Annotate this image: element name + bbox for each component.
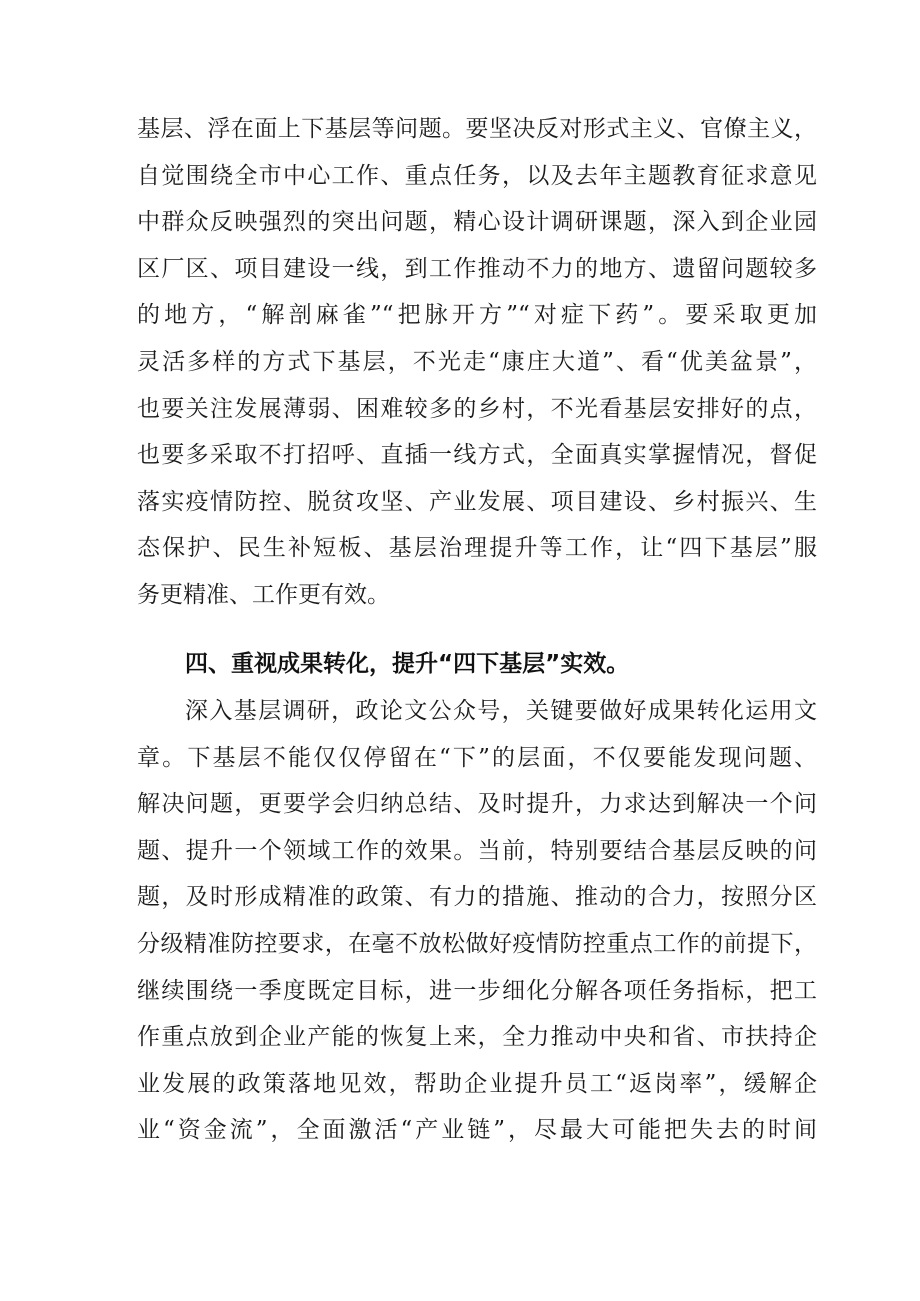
- paragraph-line: 务更精准、工作更有效。: [137, 581, 390, 608]
- paragraph-line: 分级精准防控要求，在毫不放松做好疫情防控重点工作的前提下，: [137, 930, 817, 957]
- paragraph-section-four: [137, 688, 817, 1154]
- paragraph-line: 落实疫情防控、脱贫攻坚、产业发展、项目建设、乡村振兴、生: [137, 488, 817, 515]
- section-heading: 四、重视成果转化，提升“四下基层”实效。: [185, 651, 630, 677]
- paragraph-line: 业“资金流”，全面激活“产业链”，尽最大可能把失去的时间: [137, 1117, 817, 1144]
- paragraph-line: 题、提升一个领域工作的效果。当前，特别要结合基层反映的问: [137, 837, 817, 864]
- paragraph-line: 态保护、民生补短板、基层治理提升等工作，让“四下基层”服: [137, 535, 817, 562]
- paragraph-line: 灵活多样的方式下基层，不光走“康庄大道”、看“优美盆景”，: [137, 348, 817, 375]
- paragraph-line: 题，及时形成精准的政策、有力的措施、推动的合力，按照分区: [137, 884, 817, 911]
- paragraph-line: 也要关注发展薄弱、困难较多的乡村，不光看基层安排好的点，: [137, 395, 817, 422]
- paragraph-line: 章。下基层不能仅仅停留在“下”的层面，不仅要能发现问题、: [137, 744, 817, 771]
- section-heading-block: [137, 641, 817, 688]
- paragraph-line: 深入基层调研，政论文公众号，关键要做好成果转化运用文: [185, 698, 817, 724]
- paragraph-continued: [137, 106, 817, 619]
- paragraph-line: 继续围绕一季度既定目标，进一步细化分解各项任务指标，把工: [137, 977, 817, 1004]
- paragraph-line: 的地方，“解剖麻雀”“把脉开方”“对症下药”。要采取更加: [137, 302, 817, 329]
- paragraph-line: 业发展的政策落地见效，帮助企业提升员工“返岗率”，缓解企: [137, 1070, 817, 1097]
- paragraph-line: 中群众反映强烈的突出问题，精心设计调研课题，深入到企业园: [137, 209, 817, 236]
- paragraph-line: 基层、浮在面上下基层等问题。要坚决反对形式主义、官僚主义，: [137, 116, 817, 142]
- paragraph-line: 区厂区、项目建设一线，到工作推动不力的地方、遗留问题较多: [137, 255, 817, 282]
- paragraph-line: 作重点放到企业产能的恢复上来，全力推动中央和省、市扶持企: [137, 1024, 817, 1051]
- paragraph-line: 自觉围绕全市中心工作、重点任务，以及去年主题教育征求意见: [137, 162, 817, 189]
- paragraph-line: 也要多采取不打招呼、直插一线方式，全面真实掌握情况，督促: [137, 442, 817, 469]
- paragraph-line: 解决问题，更要学会归纳总结、及时提升，力求达到解决一个问: [137, 791, 817, 818]
